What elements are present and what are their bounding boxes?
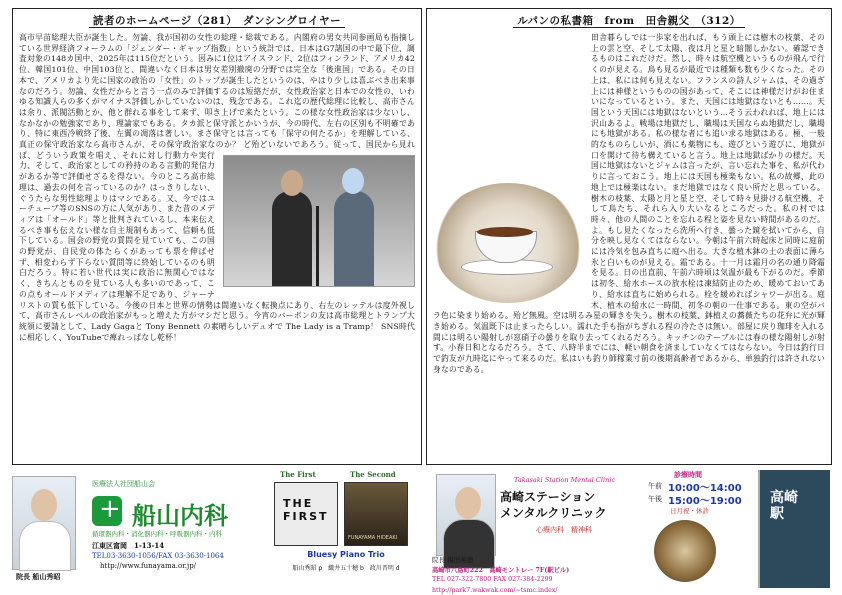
left-column-body (19, 33, 415, 460)
station-sign: 高崎駅 (770, 490, 798, 522)
hours-label: 診療時間 (674, 470, 702, 479)
readers-homepage-column (12, 8, 422, 465)
funayama-url[interactable]: http://www.funayama.or.jp/ (100, 562, 197, 570)
doctor-portrait (12, 476, 76, 570)
pm-hours: 15:00〜19:00 (668, 496, 742, 507)
clinic-logo-script: Takasaki Station Mental Clinic (514, 476, 615, 484)
clinic-name-line2: メンタルクリニック (500, 506, 607, 520)
funayama-org: 医療法人社団船山会 (92, 480, 155, 488)
clinic-url[interactable]: http://park7.wakwak.com/~tsmc.index/ (432, 587, 558, 594)
album-cover-first: THE FIRST (274, 482, 338, 546)
duet-photo (223, 155, 415, 287)
clinic-tel: TEL 027-322-7800 FAX 027-384-2299 (432, 576, 553, 583)
clinic-name-line1: 高崎ステーション (500, 490, 596, 504)
mental-clinic-ad (426, 470, 644, 588)
funayama-director: 院長 船山秀昭 (16, 572, 61, 581)
album-cover-second: FUNAYAMA HIDEAKI (344, 482, 408, 546)
album1-label: The First (280, 470, 316, 479)
medical-cross-logo-icon (92, 496, 122, 526)
takasaki-station-photo (758, 470, 830, 588)
clinic-director-portrait (436, 474, 496, 556)
drummer-photo (654, 520, 716, 582)
am-label: 午前 (648, 482, 662, 490)
am-hours: 10:00〜14:00 (668, 483, 742, 494)
funayama-clinic-ad (12, 470, 266, 588)
funayama-address: 江東区富岡 1-13-14 (92, 541, 165, 550)
clinic-address: 高崎市八島町222 高崎モントレー 7F(駅ビル) (432, 567, 570, 574)
piano-trio-ad (268, 470, 424, 588)
trio-members: 船山秀昭 p 織井五十穂 b 政川晋明 d (292, 565, 400, 572)
pm-label: 午後 (648, 495, 662, 503)
clinic-hours-ad (646, 470, 830, 588)
right-column-title: ルパンの私書箱 from 田舎親父 （312） (427, 13, 831, 28)
album2-label: The Second (350, 470, 396, 479)
coffee-cup-image (433, 183, 583, 303)
right-column-body (433, 33, 825, 460)
left-text-part2: ど殆どいないであろう。従って、国民から見れば、どういう政策を唱え、それに対し行動力や実行力、そして、政治家としての矜持のある言動的発信力があるか等で評価せざるを得ない。今のところ高市総理は、過去の何を言っているのか？はっきりしない、ぐうたらな男性総理よりはマシである。又、今ではユーチューブ等のSNSの方に人気があり、また昔のメディアは「オールド」等と批判されているし、本来伝えるべき事も伝えない様な自主規制もあって、信頼も低下している。国会の野党の質問を見ていても、この国の野党が、自民党の体たらくがあっても票を伸ばせず、相変わらず下らない質問等に終始しているのも明白だろう。特に若い世代は実に政治に無関心ではなく、きちんとものを見ている人も多いのであって、この点もオールドメディアは理解不足であり、ジャーナリストの質も低下している。今後の日本と世界の情勢は間違いなく転換点にあり、右左のレッテルは度外視して、高市さんレベルの政治家がもっと増えた方がマシだと思う。今宵のバーボンの友は高市総理とトランプ大統領に要請として、Lady Gagaと Tony Bennett の素晴らしいデュオで The Lady is a Tramp！ SNS時代に相応しく、YouTubeで痺れっぱなし乾杯！ (19, 140, 415, 342)
funayama-services: 循環器内科・消化器内科・呼吸器内科・内科 (92, 530, 222, 538)
clinic-departments: 心療内科 精神科 (536, 526, 592, 534)
closed-days: 日月祝・休診 (670, 507, 709, 515)
left-column-title: 読者のホームページ（281） ダンシングロイヤー (13, 13, 421, 28)
right-text: 田舎暮らしでは一歩家を出れば、もう頭上には樹木の枝葉、その上の雲と空、そして太陽、夜は月と星と暗闇しかない。確認できるものはこれだけだ。然し、時々は航空機というものが飛んで行くのが見える。鳥も見るが最近では種類も数も少くなった。その上は、私には何も見えない。フランスの詩人ジャムは、その過ぎ上には神様というものの国があって、そこには神様だけがお住まいになっているという。また、天国には地獄はないとも……。天国という天国には地獄はないという…そう云われれば、地上には沢山あるよ。戦場は地獄だし、職場は天国ならぬ地獄だし、職場にも地獄がある。私の様な者にも追い求る地獄はある。極、一般的なものらしいが、酒にも薬物にも、遊びという遊びに、地獄が口を開けて待ち構えていると言う。地上は地獄ばかりの様だ。天国に地獄はないとジャムは言ったが、言い忘れた事を、私が代わりに言っておこう。地上には天国も極楽もない。私の故郷、此の地上では極楽はない。まだ地獄ではなく良い所だと思っている。樹木の枝葉、太陽と月と星と空、そして時々見掛ける航空機、そして鳥たち、それら入り大いなるところだった。私の村では時々、他の人間のことを忘れる程と姿を見ない時間があるのだ。よ。もし見たくなったら洗所へ行き、曇った鏡を拭いてから、自分を映し見なくてはならない。今朝は午前六時起床と同時に庭前には冷気を包み直ちに庭へ出る。大きな植木鉢の土の表面に薄ら氷と白いものが見える。霜である。十一月は霜月の名の通り降霜を見る。日の出直前、午前六時頃は気温が最も下がるのだ。季節は初冬、給水ホースの放水栓は凍結防止のため、暖めておいてあり、給水は直ちに始められる。栓を緩めればシャワーが出る。庭木、植木の給水に一時間、初冬の朝の一仕事である。東の空がバラ色に染まり始める。殆ど無風。空は明るみ星の輝きを失う。樹木の枝葉、鉢植えの蕎薇たちの花弁に光が輝き始める。気温既下は止まったらしい。濡れた手も指がちぎれる程の冷たさは無い。部屋に戻り珈琲を入れる間には明るい陽射しが窓硝子の曇りを取り去ってくれるだろう。キッチンのテーブルには春の様な陽射しが射す。小春日和となるだろう。さて、八時半までには、軽い朝食を済ましていなくてはならない。今日は釣行日で釣友が九時迄にやって来るのだ。私はいも釣り師稼業寸前の後期高齢者であるから、単独釣行は許されない身なのである。 (433, 33, 825, 374)
clinic-director: 院長 福田英德 (432, 556, 474, 564)
funayama-name: 船山内科 (132, 501, 228, 530)
funayama-tel: TEL03-3630-1056/FAX 03-3630-1064 (92, 552, 224, 560)
lupin-letterbox-column (426, 8, 832, 465)
left-text-part1: 高市早苗総理大臣が誕生した。勿論、我が国初の女性の総理・総裁である。内閣府の男女共同参画局も指摘している世界経済フォーラムの「ジェンダー・ギャップ指数」という統計では、日本はG7諸国の中で最下位、調査対象の148カ国中、2025年は115位だという。因みに1位はアイスランド、2位はフィンランド、アメリカ42位、韓国101位、中国103位と、間違いなく日本は男女差別撤廃の分野では完全な「後進国」である。その日本で、アメリカより先に国家の政治の「女性」のトップが誕生したというのは、やはり少しは喜ぶべき出来事なのだろう。勿論、女性だからと言う一点のみで評価するのは短絡だが、女性政治家と日本での女性の、いわゆる知識人らの多くがマイナス評価しかしていないのは、残念である。これ迄の歴代総理に比較し、高市さんは余り、派閥活動とか、他と群れる事をして来ず、叩き上げで来たという。この様な女性政治家は少ないし、なかなかの勉強家であり、理論家でもある。タカ派と保守派とかいうが、今の時代、左右の区別も不明確であり、特に東西冷戦終了後、左翼の凋落は著しい。まさ保守とは言っても「保守の何たるか」を理解している、真正の保守政治家なら高市さんが、その保守政治家なのか？ (19, 33, 415, 150)
trio-name: Bluesy Piano Trio (307, 550, 385, 559)
